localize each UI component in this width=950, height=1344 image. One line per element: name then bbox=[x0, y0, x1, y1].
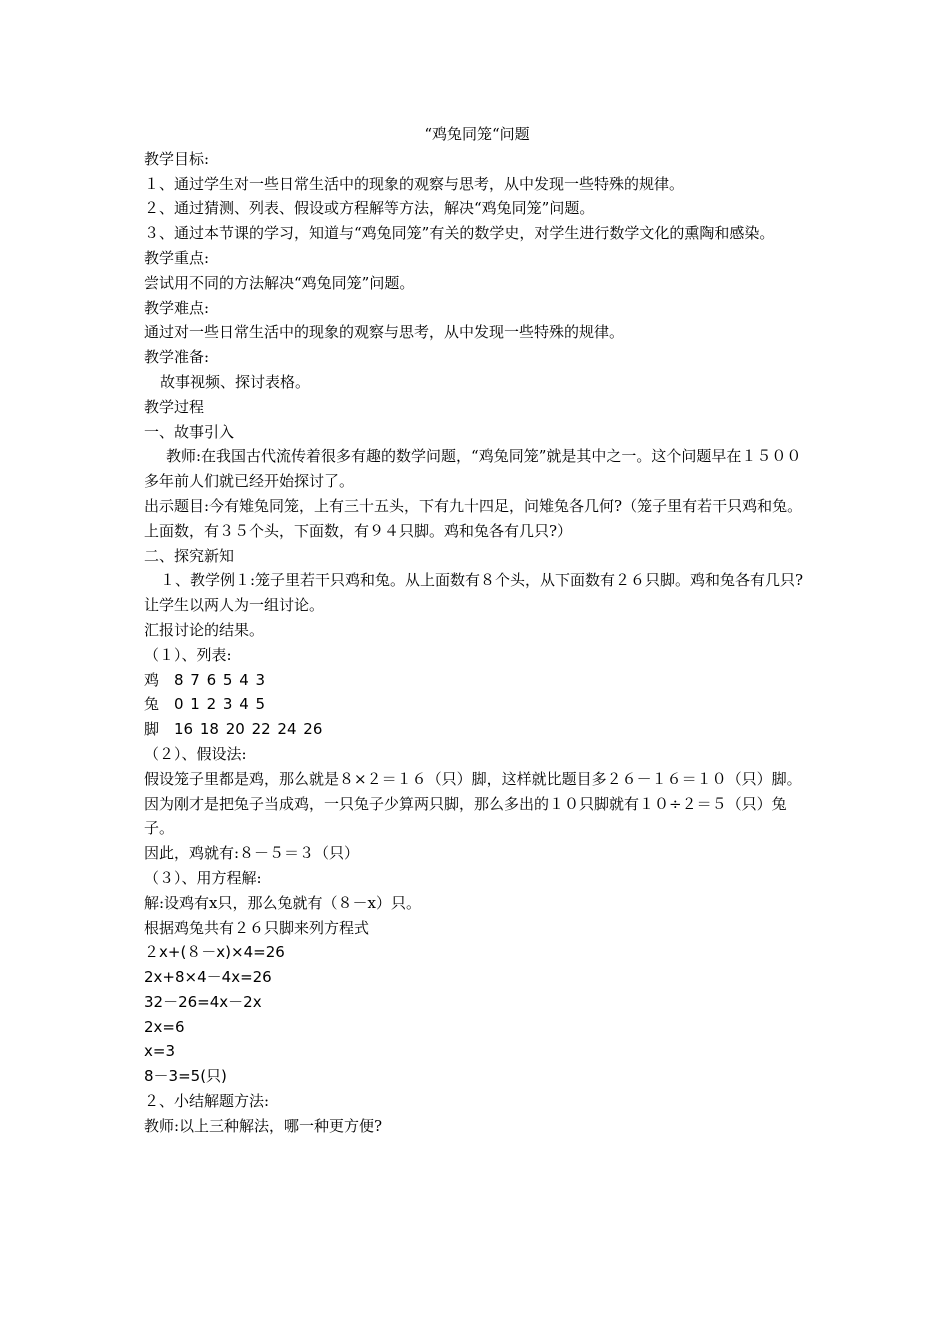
story-text: 教师:在我国古代流传着很多有趣的数学问题，“鸡兔同笼”就是其中之一。这个问题早在１５００多年前人们就已经开始探讨了。 bbox=[144, 447, 802, 491]
section-1-heading: 一、故事引入 bbox=[144, 422, 235, 441]
equation-intro: 解:设鸡有x只，那么兔就有（８－x）只。 bbox=[144, 893, 421, 912]
prep-text: 故事视频、探讨表格。 bbox=[160, 372, 311, 391]
page-title: “鸡兔同笼“问题 bbox=[424, 125, 530, 143]
equation-line-1: ２x+(８－x)×4=26 bbox=[144, 943, 285, 962]
report-text: 汇报讨论的结果。 bbox=[144, 620, 265, 639]
example-1: １、教学例１:笼子里若干只鸡和兔。从上面数有８个头，从下面数有２６只脚。鸡和兔各有几只? bbox=[160, 571, 804, 590]
equation-line-6: 8－3=5(只) bbox=[144, 1067, 227, 1086]
table-label: 鸡 bbox=[144, 670, 160, 689]
document-page bbox=[144, 122, 810, 1139]
table-values: 16 18 20 22 24 26 bbox=[174, 720, 323, 739]
equation-line-3: 32－26=4x－2x bbox=[144, 992, 262, 1011]
key-heading: 教学重点: bbox=[144, 248, 210, 267]
table-row-chicken bbox=[144, 668, 810, 693]
problem-text: 出示题目:今有雉兔同笼，上有三十五头，下有九十四足，问雉兔各几何?（笼子里有若干只鸡和兔。上面数，有３５个头，下面数，有９４只脚。鸡和兔各有几只?） bbox=[144, 496, 803, 540]
process-heading: 教学过程 bbox=[144, 397, 205, 416]
assume-2: 因为刚才是把兔子当成鸡，一只兔子少算两只脚，那么多出的１０只脚就有１０÷２＝５（只）兔子。 bbox=[144, 794, 787, 838]
method-2-heading: （２）、假设法: bbox=[144, 744, 247, 763]
prep-heading: 教学准备: bbox=[144, 348, 210, 367]
table-row-feet bbox=[144, 717, 810, 742]
assume-3: 因此，鸡就有:８－５＝３（只） bbox=[144, 844, 360, 863]
equation-line-4: 2x=6 bbox=[144, 1017, 185, 1036]
equation-line-2: 2x+8×4－4x=26 bbox=[144, 968, 272, 987]
objective-1: １、通过学生对一些日常生活中的现象的观察与思考，从中发现一些特殊的规律。 bbox=[144, 174, 685, 193]
discuss-text: 让学生以两人为一组讨论。 bbox=[144, 596, 325, 615]
section-2-heading: 二、探究新知 bbox=[144, 546, 235, 565]
key-text: 尝试用不同的方法解决“鸡兔同笼”问题。 bbox=[144, 273, 415, 292]
summary-question: 教师:以上三种解法，哪一种更方便? bbox=[144, 1116, 383, 1135]
summary-heading: ２、小结解题方法: bbox=[144, 1092, 270, 1111]
difficulty-heading: 教学难点: bbox=[144, 298, 210, 317]
table-row-rabbit bbox=[144, 692, 810, 717]
table-label: 脚 bbox=[144, 720, 160, 739]
table-values: 8 7 6 5 4 3 bbox=[174, 670, 266, 689]
objective-2: ２、通过猜测、列表、假设或方程解等方法，解决“鸡兔同笼”问题。 bbox=[144, 199, 595, 218]
method-3-heading: （３）、用方程解: bbox=[144, 868, 262, 887]
assume-1: 假设笼子里都是鸡，那么就是８×２＝１６（只）脚，这样就比题目多２６－１６＝１０（只）脚。 bbox=[144, 769, 802, 788]
objective-3: ３、通过本节课的学习，知道与“鸡兔同笼”有关的数学史，对学生进行数学文化的熏陶和感染。 bbox=[144, 224, 775, 243]
objectives-heading: 教学目标: bbox=[144, 149, 210, 168]
equation-basis: 根据鸡兔共有２６只脚来列方程式 bbox=[144, 918, 370, 937]
method-1-heading: （１）、列表: bbox=[144, 645, 232, 664]
table-values: 0 1 2 3 4 5 bbox=[174, 695, 266, 714]
equation-line-5: x=3 bbox=[144, 1042, 175, 1061]
table-label: 兔 bbox=[144, 695, 160, 714]
difficulty-text: 通过对一些日常生活中的现象的观察与思考，从中发现一些特殊的规律。 bbox=[144, 323, 625, 342]
